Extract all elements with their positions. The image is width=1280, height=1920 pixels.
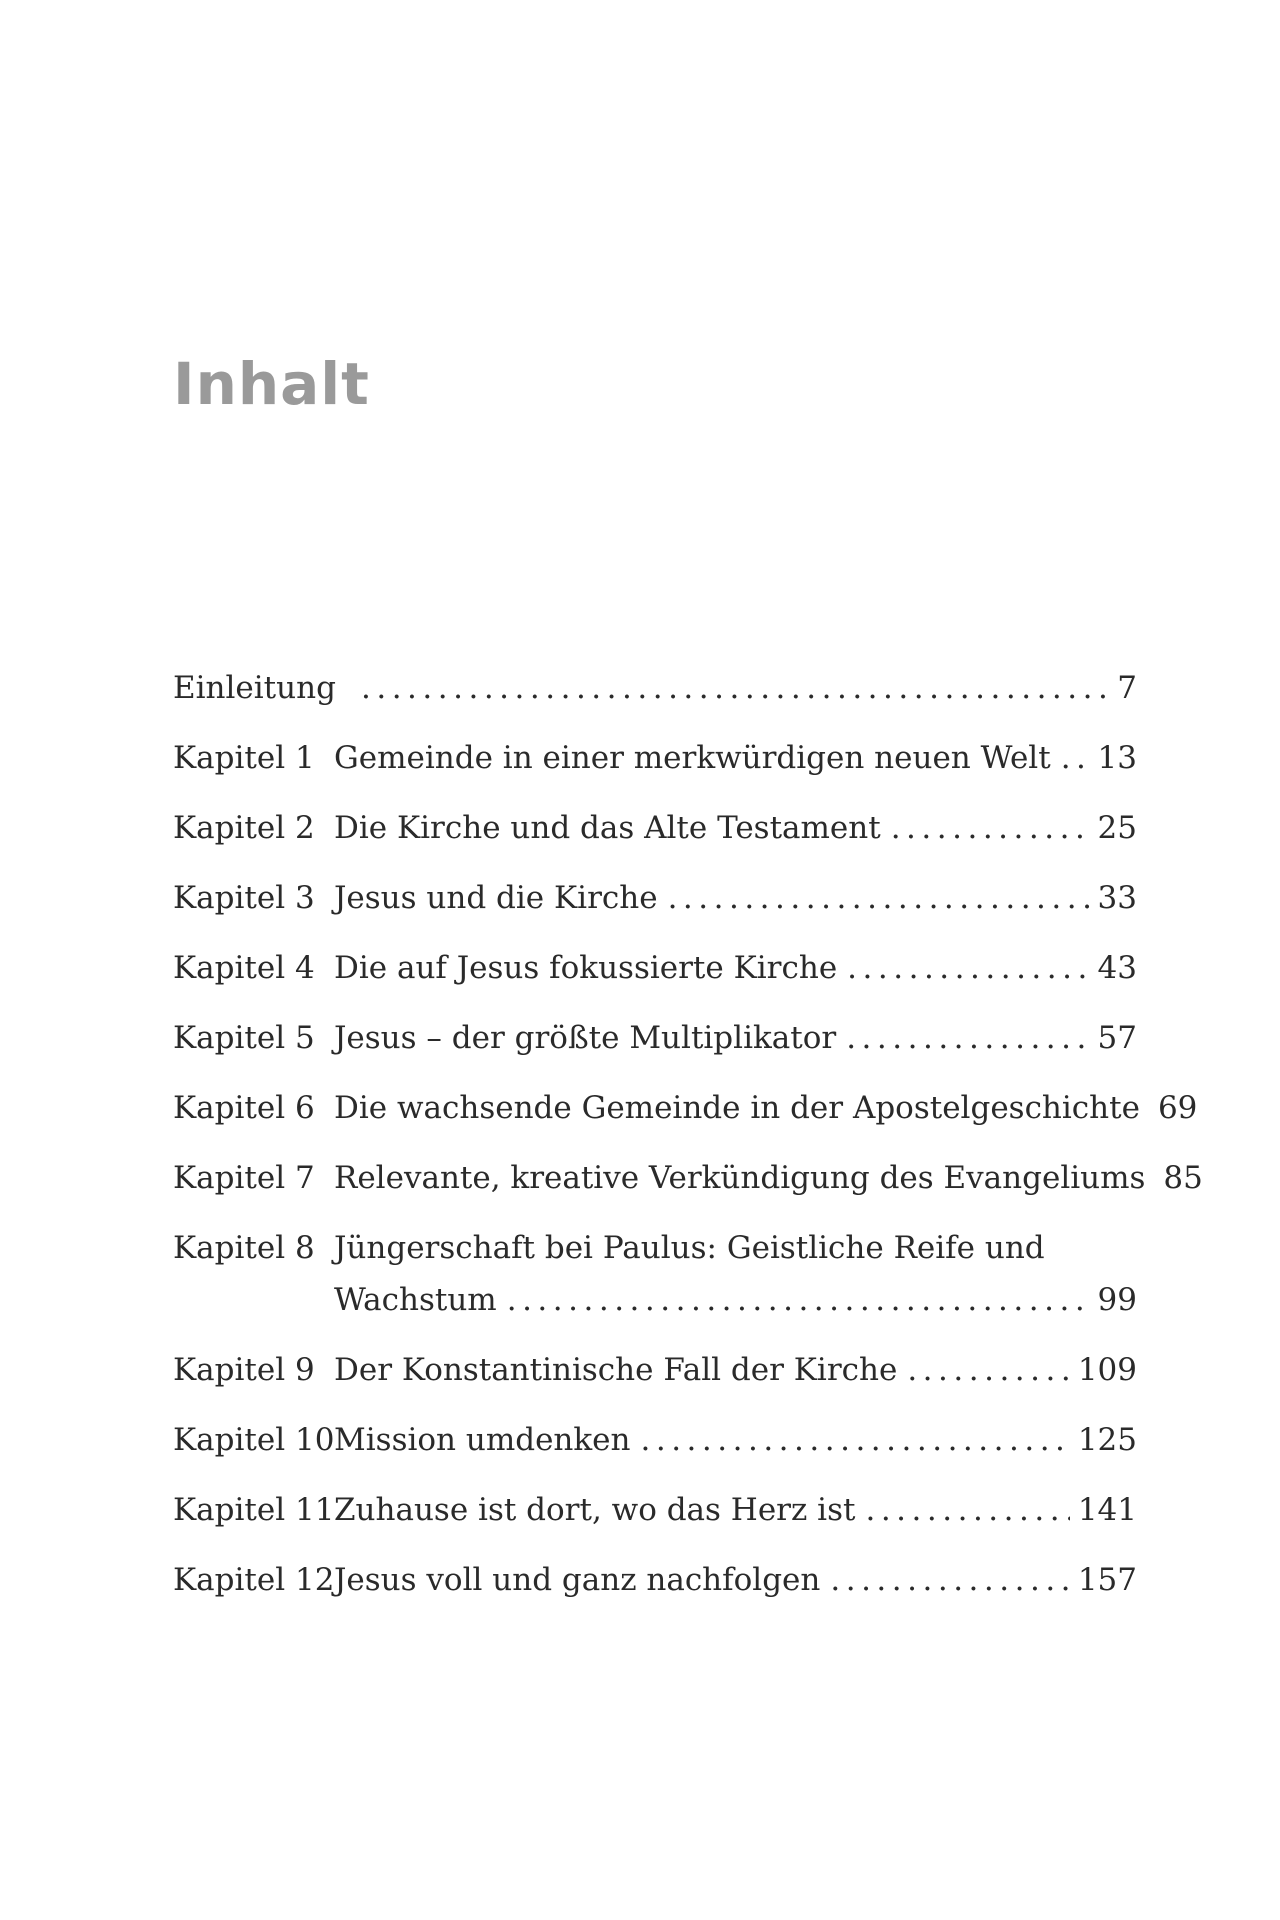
- toc-chapter-title: Mission umdenken: [334, 1422, 631, 1458]
- toc-chapter-title: Die auf Jesus fokussierte Kirche: [334, 950, 838, 986]
- toc-chapter-title: Jesus – der größte Multiplikator: [334, 1020, 837, 1056]
- toc-entry-introduction: [173, 662, 1137, 714]
- toc-chapter-label: Kapitel 3: [173, 880, 315, 916]
- dot-leader: [830, 1554, 1069, 1606]
- toc-entry-chapter-2: [173, 802, 1137, 854]
- toc-chapter-label: Kapitel 11: [173, 1492, 335, 1528]
- dot-leader: [640, 1414, 1069, 1466]
- dot-leader: [907, 1344, 1070, 1396]
- toc-entry-chapter-6: [173, 1082, 1198, 1134]
- toc-chapter-label: Kapitel 12: [173, 1562, 335, 1598]
- toc-page-number: 43: [1097, 950, 1137, 986]
- toc-page-number: 7: [1117, 670, 1137, 706]
- toc-entry-chapter-4: [173, 942, 1137, 994]
- dot-leader: [865, 1484, 1069, 1536]
- toc-entry-chapter-3: [173, 872, 1137, 924]
- toc-chapter-label: Kapitel 9: [173, 1352, 315, 1388]
- toc-entry-chapter-11: [173, 1484, 1137, 1536]
- toc-entry-chapter-5: [173, 1012, 1137, 1064]
- toc-chapter-label: Kapitel 8: [173, 1230, 315, 1266]
- dot-leader: [361, 662, 1109, 714]
- toc-chapter-title: Zuhause ist dort, wo das Herz ist: [334, 1492, 856, 1528]
- dot-leader: [847, 942, 1089, 994]
- toc-chapter-label: Kapitel 7: [173, 1160, 315, 1196]
- toc-page-number: 109: [1077, 1352, 1137, 1388]
- toc-page-number: 141: [1077, 1492, 1137, 1528]
- toc-chapter-label: Kapitel 4: [173, 950, 315, 986]
- toc-page-number: 99: [1097, 1282, 1137, 1318]
- dot-leader: [1061, 732, 1090, 784]
- toc-chapter-title: Gemeinde in einer merkwürdigen neuen Welt: [334, 740, 1051, 776]
- dot-leader: [891, 802, 1090, 854]
- toc-page-number: 13: [1097, 740, 1137, 776]
- toc-entry-label: Einleitung: [173, 670, 336, 706]
- dot-leader: [668, 872, 1090, 924]
- toc-chapter-label: Kapitel 6: [173, 1090, 315, 1126]
- toc-entry-chapter-10: [173, 1414, 1137, 1466]
- toc-chapter-title-line-1: Jüngerschaft bei Paulus: Geistliche Reife und: [334, 1230, 1045, 1266]
- toc-chapter-label: Kapitel 1: [173, 740, 315, 776]
- toc-chapter-title: Jesus voll und ganz nachfolgen: [334, 1562, 821, 1598]
- dot-leader: [507, 1274, 1090, 1326]
- toc-chapter-title: Relevante, kreative Verkündigung des Evangeliums: [334, 1160, 1146, 1196]
- toc-page-number: 125: [1077, 1422, 1137, 1458]
- toc-chapter-label: Kapitel 2: [173, 810, 315, 846]
- toc-chapter-title: Die Kirche und das Alte Testament: [334, 810, 881, 846]
- toc-chapter-label: Kapitel 10: [173, 1422, 335, 1458]
- toc-page-number: 85: [1163, 1160, 1203, 1196]
- toc-entry-chapter-1: [173, 732, 1137, 784]
- toc-chapter-title: Die wachsende Gemeinde in der Apostelgeschichte: [334, 1090, 1140, 1126]
- toc-entry-chapter-7: [173, 1152, 1203, 1204]
- toc-chapter-label: Kapitel 5: [173, 1020, 315, 1056]
- dot-leader: [846, 1012, 1089, 1064]
- toc-entry-chapter-9: [173, 1344, 1137, 1396]
- toc-chapter-title: Jesus und die Kirche: [334, 880, 658, 916]
- toc-chapter-title-line-2: Wachstum: [334, 1282, 497, 1318]
- toc-page-number: 157: [1077, 1562, 1137, 1598]
- page-title: Inhalt: [173, 350, 370, 418]
- table-of-contents: [173, 662, 1203, 1624]
- toc-page-number: 57: [1097, 1020, 1137, 1056]
- toc-page-number: 69: [1157, 1090, 1198, 1126]
- toc-entry-chapter-12: [173, 1554, 1137, 1606]
- toc-chapter-title: Der Konstantinische Fall der Kirche: [334, 1352, 898, 1388]
- toc-page-number: 33: [1097, 880, 1137, 916]
- toc-entry-chapter-8: [173, 1222, 1137, 1326]
- toc-page-number: 25: [1097, 810, 1137, 846]
